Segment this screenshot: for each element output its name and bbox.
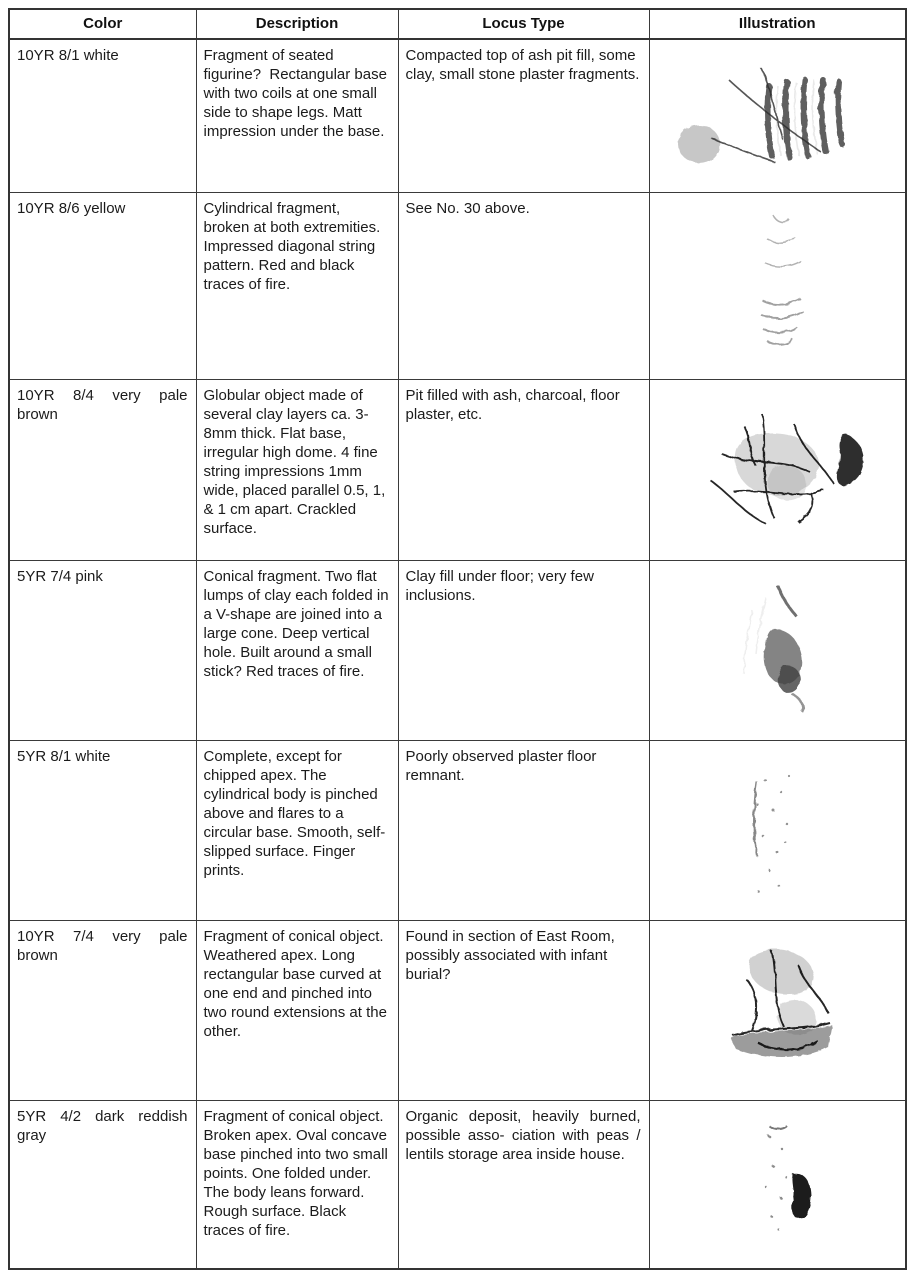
description-text: Globular object made of several clay layers ca. 3-8mm thick. Flat base, irregular high dome. 4 fine string impressions 1mm wide, placed parallel 0.5, 1, & 1 cm apart. Crackled surface. — [203, 386, 390, 537]
table-row — [9, 1100, 906, 1269]
column-header-description: Description — [196, 9, 398, 39]
locus-type-text: See No. 30 above. — [405, 199, 530, 217]
color-cell — [9, 39, 196, 192]
illustration-cell — [649, 1100, 906, 1269]
color-value: 10YR 8/1 white — [17, 47, 119, 64]
table-row — [9, 192, 906, 379]
artifact-photo — [735, 1112, 819, 1256]
artifact-photo — [702, 931, 852, 1089]
locus-type-text: Poorly observed plaster floor remnant. — [405, 747, 597, 784]
column-header-color: Color — [9, 9, 196, 39]
column-header-illustration: Illustration — [649, 9, 906, 39]
color-value: 10YR 8/6 yellow — [17, 199, 126, 217]
color-cell — [9, 1100, 196, 1269]
illustration-slot — [729, 821, 825, 838]
color-cell — [9, 920, 196, 1100]
table-row — [9, 560, 906, 740]
illustration-cell — [649, 560, 906, 740]
illustration-slot — [671, 107, 883, 124]
header-row — [9, 9, 906, 39]
artifact-photo — [731, 205, 823, 367]
illustration-slot — [735, 1175, 819, 1192]
illustration-slot — [702, 1001, 852, 1018]
description-cell — [196, 560, 398, 740]
locus-type-cell — [398, 192, 649, 379]
illustration-cell — [649, 39, 906, 192]
description-cell — [196, 39, 398, 192]
illustration-cell — [649, 192, 906, 379]
locus-type-text: Compacted top of ash pit fill, some clay, small stone plaster fragments. — [405, 47, 640, 83]
color-value: 5YR 4/2 dark reddish gray — [17, 1107, 188, 1144]
description-cell — [196, 1100, 398, 1269]
artifact-photo — [671, 54, 883, 178]
artifact-photo — [722, 570, 832, 730]
artifact-photo — [682, 396, 872, 544]
artifact-photo — [729, 752, 825, 908]
illustration-slot — [731, 276, 823, 293]
description-text: Fragment of seated figurine? Rectangular base with two coils at one small side to shape legs. Matt impression under the base. — [203, 47, 392, 140]
description-text: Complete, except for chipped apex. The cylindrical body is pinched above and flares to a circular base. Smooth, self-slipped surface. Finger prints. — [203, 747, 386, 879]
locus-type-cell — [398, 920, 649, 1100]
locus-type-text: Pit filled with ash, charcoal, floor plaster, etc. — [405, 386, 620, 423]
table-row — [9, 740, 906, 920]
color-value: 5YR 7/4 pink — [17, 567, 103, 585]
locus-type-cell — [398, 379, 649, 560]
illustration-slot — [682, 460, 872, 477]
table-row — [9, 920, 906, 1100]
locus-type-text: Clay fill under floor; very few inclusions. — [405, 567, 594, 604]
color-cell — [9, 379, 196, 560]
table-row — [9, 379, 906, 560]
locus-type-cell — [398, 1100, 649, 1269]
illustration-cell — [649, 379, 906, 560]
illustration-slot — [722, 641, 832, 658]
description-cell — [196, 379, 398, 560]
description-text: Cylindrical fragment, broken at both extremities. Impressed diagonal string pattern. Red and black traces of fire. — [203, 199, 389, 293]
locus-type-cell — [398, 740, 649, 920]
locus-type-text: Found in section of East Room, possibly associated with infant burial? — [405, 927, 615, 983]
locus-type-text: Organic deposit, heavily burned, possible asso- ciation with peas / lentils storage area inside house. — [405, 1107, 641, 1163]
description-cell — [196, 192, 398, 379]
illustration-cell — [649, 740, 906, 920]
description-cell — [196, 920, 398, 1100]
color-cell — [9, 740, 196, 920]
description-text: Fragment of conical object. Broken apex. Oval concave base pinched into two small points. One folded under. The body leans forward. Rough surface. Black traces of fire. — [203, 1107, 392, 1239]
column-header-locus-type: Locus Type — [398, 9, 649, 39]
description-text: Conical fragment. Two flat lumps of clay each folded in a V-shape are joined into a large cone. Deep vertical hole. Built around a small stick? Red traces of fire. — [203, 567, 393, 680]
color-cell — [9, 192, 196, 379]
table-row — [9, 39, 906, 192]
artifact-table — [8, 8, 907, 1270]
locus-type-cell — [398, 39, 649, 192]
illustration-cell — [649, 920, 906, 1100]
color-value: 10YR 7/4 very pale brown — [17, 927, 188, 964]
description-cell — [196, 740, 398, 920]
description-text: Fragment of conical object. Weathered apex. Long rectangular base curved at one end and pinched into two round extensions at the other. — [203, 927, 392, 1040]
color-value: 10YR 8/4 very pale brown — [17, 386, 188, 423]
locus-type-cell — [398, 560, 649, 740]
color-value: 5YR 8/1 white — [17, 747, 111, 765]
color-cell — [9, 560, 196, 740]
